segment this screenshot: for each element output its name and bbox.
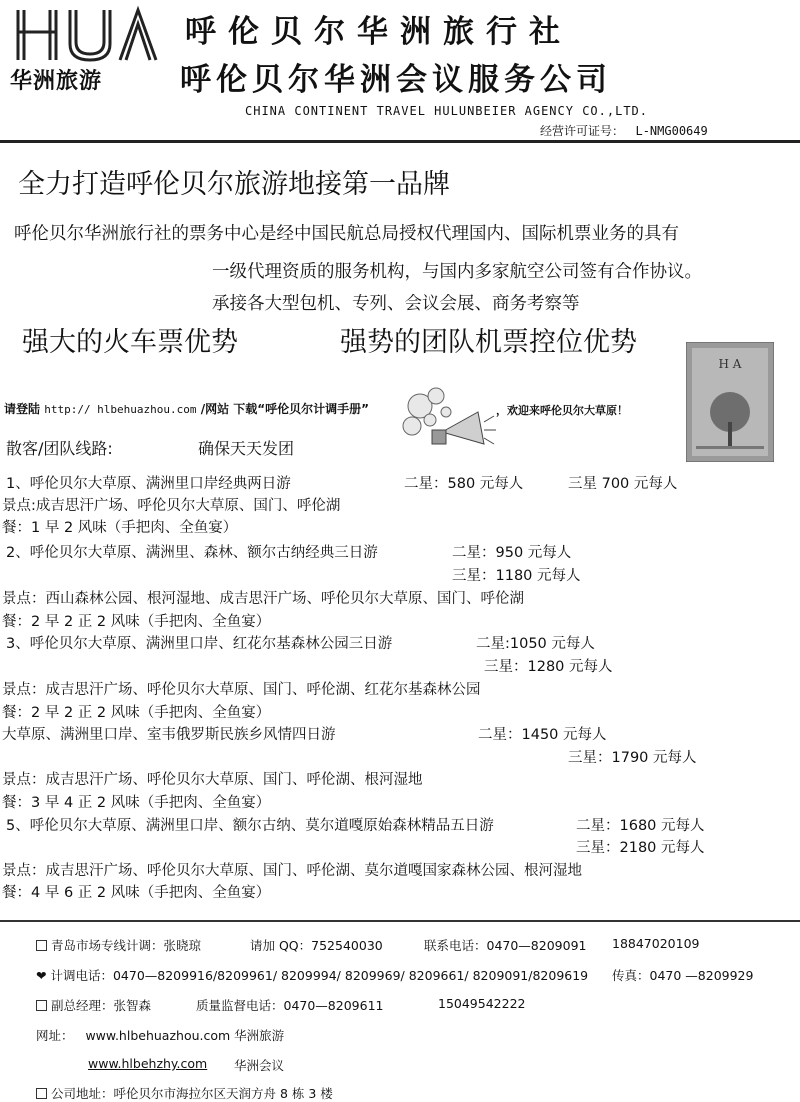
route-2-spots: 景点：西山森林公园、根河湿地、成吉思汗广场、呼伦贝尔大草原、国门、呼伦湖 (2, 591, 524, 607)
route-3-meals: 餐：2 早 2 正 2 风味（手把肉、全鱼宴） (2, 705, 271, 721)
daily-departure-note: 确保天天发团 (198, 439, 295, 458)
route-1-title: 1、呼伦贝尔大草原、满洲里口岸经典两日游 (6, 476, 291, 492)
route-1-price-3star: 三星 700 元每人 (568, 476, 678, 492)
route-4-meals: 餐：3 早 4 正 2 风味（手把肉、全鱼宴） (2, 795, 271, 811)
route-3-spots: 景点：成吉思汗广场、呼伦贝尔大草原、国门、呼伦湖、红花尔基森林公园 (2, 682, 481, 698)
license-line (540, 122, 708, 139)
welcome-text: ，欢迎来呼伦贝尔大草原！ (496, 404, 628, 417)
intro-paragraph-1: 呼伦贝尔华洲旅行社的票务中心是经中国民航总局授权代理国内、国际机票业务的具有 (14, 224, 679, 244)
routes-section-label: 散客/团队线路: (6, 439, 113, 458)
quality-phone: 质量监督电话：0470—8209611 (196, 998, 384, 1013)
air-ticket-advantage: 强势的团队机票控位优势 (340, 327, 637, 358)
manager-line (36, 996, 151, 1014)
route-5-spots: 景点：成吉思汗广场、呼伦贝尔大草原、国门、呼伦湖、莫尔道嘎国家森林公园、根河湿地 (2, 863, 582, 879)
license-number: L-NMG00649 (635, 124, 708, 138)
checkbox-square-icon (36, 940, 47, 951)
route-1-price-2star: 二星：580 元每人 (404, 476, 524, 492)
website-link[interactable]: http:// hlbehuazhou.com (44, 403, 197, 416)
route-5-title: 5、呼伦贝尔大草原、满洲里口岸、额尔古纳、莫尔道嘎原始森林精品五日游 (6, 818, 494, 834)
footer-divider (0, 920, 800, 922)
mobile-phone-1: 18847020109 (612, 936, 700, 951)
qingdao-contact (36, 936, 201, 954)
slogan: 全力打造呼伦贝尔旅游地接第一品牌 (18, 169, 450, 200)
license-label: 经营许可证号： (540, 124, 625, 138)
company-name-travel: 呼伦贝尔华洲旅行社 (185, 14, 572, 50)
checkbox-square-icon (36, 1000, 47, 1011)
megaphone-bubbles-image (398, 382, 498, 462)
intro-paragraph-2: 一级代理资质的服务机构，与国内多家航空公司签有合作协议。 (212, 262, 702, 282)
website-huazhou-travel[interactable]: www.hlbehuazhou.com 华洲旅游 (85, 1028, 285, 1043)
route-4-price-3star: 三星：1790 元每人 (568, 750, 697, 766)
address-line (36, 1084, 333, 1102)
route-1-spots: 景点:成吉思汗广场、呼伦贝尔大草原、国门、呼伦湖 (2, 498, 341, 514)
handbook-cover-image (686, 342, 774, 462)
contact-phone: 联系电话：0470—8209091 (424, 938, 587, 953)
route-4-price-2star: 二星：1450 元每人 (478, 727, 607, 743)
company-address: 公司地址：呼伦贝尔市海拉尔区天润方舟 8 栋 3 楼 (51, 1086, 333, 1101)
train-ticket-advantage: 强大的火车票优势 (22, 327, 238, 358)
qingdao-dispatcher: 青岛市场专线计调：张晓琼 (51, 938, 202, 953)
download-text: /网站 下载“呼伦贝尔计调手册” (200, 402, 370, 416)
logo-text: 华洲旅游 (10, 69, 103, 94)
route-2-price-2star: 二星：950 元每人 (452, 545, 572, 561)
checkbox-square-icon (36, 1088, 47, 1099)
dispatch-phone-list: 计调电话：0470—8209916/8209961/ 8209994/ 8209969/ 8209661/ 8209091/8209619 (50, 968, 589, 983)
route-4-spots: 景点：成吉思汗广场、呼伦贝尔大草原、国门、呼伦湖、根河湿地 (2, 772, 423, 788)
header-divider (0, 140, 800, 143)
route-5-price-3star: 三星：2180 元每人 (576, 840, 705, 856)
route-2-price-3star: 三星：1180 元每人 (452, 568, 581, 584)
website-conference-name: 华洲会议 (234, 1058, 285, 1073)
route-2-meals: 餐：2 早 2 正 2 风味（手把肉、全鱼宴） (2, 614, 271, 630)
company-name-conference: 呼伦贝尔华洲会议服务公司 (180, 62, 612, 98)
login-prefix: 请登陆 (4, 402, 41, 416)
download-instruction (4, 400, 369, 417)
heart-icon: ❤ (36, 968, 47, 983)
intro-paragraph-3: 承接各大型包机、专列、会议会展、商务考察等 (212, 294, 580, 314)
mobile-phone-2: 15049542222 (438, 996, 526, 1011)
route-3-price-2star: 二星:1050 元每人 (476, 636, 595, 652)
route-1-meals: 餐：1 早 2 风味（手把肉、全鱼宴） (2, 520, 238, 536)
svg-text:H A: H A (718, 357, 742, 371)
dispatch-phones (36, 966, 588, 984)
route-5-meals: 餐：4 早 6 正 2 风味（手把肉、全鱼宴） (2, 885, 271, 901)
route-3-title: 3、呼伦贝尔大草原、满洲里口岸、红花尔基森林公园三日游 (6, 636, 393, 652)
website-huazhou-conference[interactable]: www.hlbehzhy.com (88, 1056, 208, 1071)
route-3-price-3star: 三星：1280 元每人 (484, 659, 613, 675)
qq-number: 请加 QQ：752540030 (250, 938, 383, 953)
fax-number: 传真：0470 —8209929 (612, 968, 754, 983)
route-5-price-2star: 二星：1680 元每人 (576, 818, 705, 834)
route-2-title: 2、呼伦贝尔大草原、满洲里、森林、额尔古纳经典三日游 (6, 545, 378, 561)
english-company-name: CHINA CONTINENT TRAVEL HULUNBEIER AGENCY CO.,LTD. (245, 104, 649, 118)
website-line-1 (36, 1026, 284, 1044)
vice-manager: 副总经理：张智森 (51, 998, 152, 1013)
route-4-title: 大草原、满洲里口岸、室韦俄罗斯民族乡风情四日游 (2, 727, 336, 743)
website-label: 网址： (36, 1028, 74, 1043)
